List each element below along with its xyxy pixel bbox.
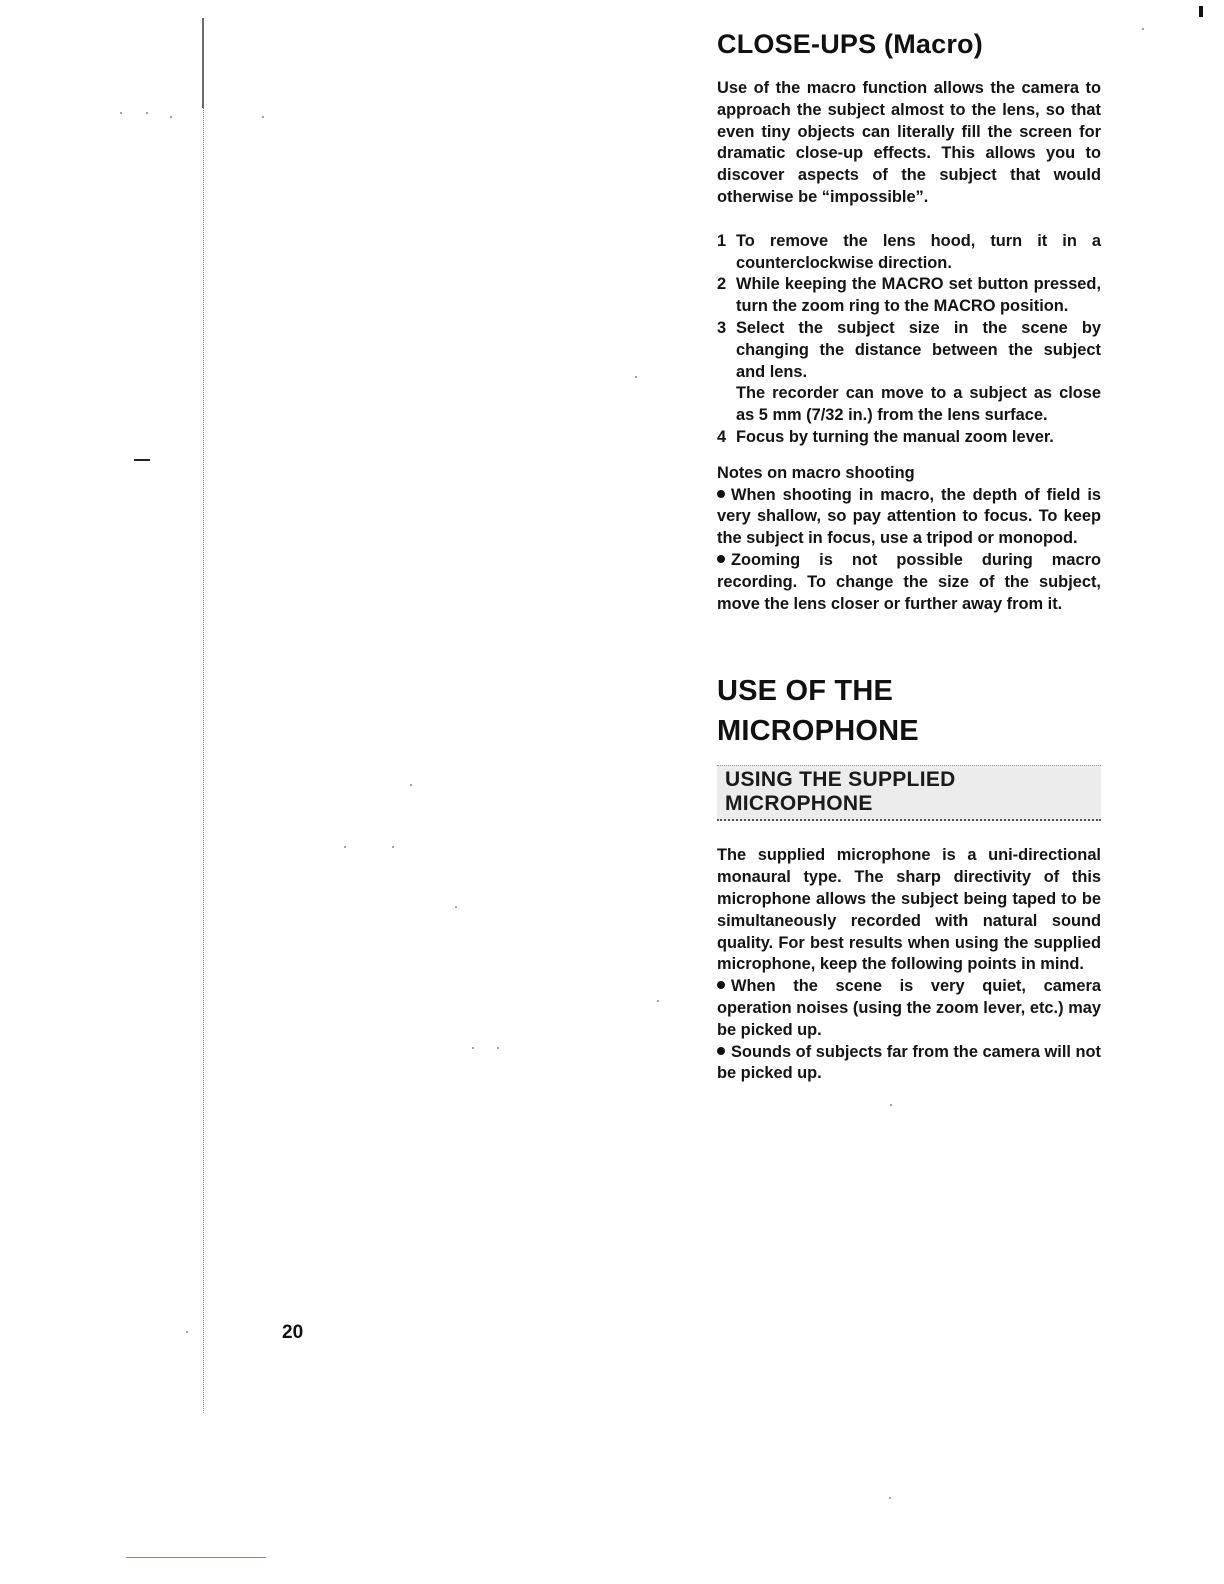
step-number: 3	[717, 318, 727, 337]
bullet-icon	[717, 555, 725, 563]
step-number: 1	[717, 231, 727, 250]
macro-step	[717, 427, 1101, 449]
microphone-intro: The supplied microphone is a uni-directional monaural type. The sharp directivity of this microphone allows the subject being taped to be simultaneously recorded with natural sound quality. For best results when using the supplied microphone, keep the following points in mind.	[717, 846, 1101, 974]
step-number: 4	[717, 427, 727, 446]
text-column	[717, 24, 1101, 1085]
scan-speck	[657, 1000, 659, 1002]
macro-notes-heading: Notes on macro shooting	[717, 463, 915, 482]
bullet-icon	[717, 490, 725, 498]
scan-speck	[410, 784, 412, 786]
step-number: 2	[717, 275, 727, 294]
scan-speck	[472, 1047, 474, 1049]
scan-speck	[146, 112, 148, 114]
step-text: Select the subject size in the scene by changing the distance between the subject and lens.	[736, 318, 1101, 381]
scan-speck	[635, 376, 637, 378]
microphone-point-text: Sounds of subjects far from the camera will not be picked up.	[717, 1042, 1101, 1083]
bottom-underline-mark	[126, 1557, 266, 1558]
step-text: Focus by turning the manual zoom lever.	[736, 427, 1054, 446]
scan-speck	[497, 1047, 499, 1049]
binding-margin-line	[203, 18, 204, 1413]
microphone-subheading: USING THE SUPPLIED MICROPHONE	[717, 765, 1101, 821]
binding-margin-mark	[202, 18, 204, 108]
step-text: To remove the lens hood, turn it in a counterclockwise direction.	[736, 231, 1101, 272]
scan-speck	[186, 1331, 188, 1333]
microphone-point	[717, 1042, 1101, 1086]
corner-scan-mark	[1199, 6, 1203, 17]
macro-note-text: Zooming is not possible during macro recording. To change the size of the subject, move the lens closer or further away from it.	[717, 550, 1101, 613]
macro-step	[717, 318, 1101, 383]
scan-speck	[1142, 28, 1144, 30]
scan-speck	[455, 906, 457, 908]
macro-step	[717, 231, 1101, 275]
step-text: While keeping the MACRO set button pressed, turn the zoom ring to the MACRO position.	[736, 275, 1101, 316]
macro-steps-list	[717, 231, 1101, 449]
closeups-title: CLOSE-UPS (Macro)	[717, 29, 983, 59]
microphone-point	[717, 976, 1101, 1041]
scan-speck	[120, 112, 122, 114]
scan-speck	[344, 846, 346, 848]
margin-dash-mark	[134, 459, 150, 461]
closeups-intro: Use of the macro function allows the camera to approach the subject almost to the lens, so that even tiny objects can literally fill the screen for dramatic close-up effects. This allows you to discover aspects of the subject that would otherwise be “impossible”.	[717, 79, 1101, 206]
scan-speck	[392, 846, 394, 848]
page-number: 20	[282, 1322, 304, 1343]
macro-note-text: When shooting in macro, the depth of field is very shallow, so pay attention to focus. To keep the subject in focus, use a tripod or monopod.	[717, 485, 1101, 548]
microphone-title: USE OF THE MICROPHONE	[717, 675, 919, 748]
macro-step	[717, 274, 1101, 318]
scan-speck	[890, 1104, 892, 1106]
bullet-icon	[717, 1047, 725, 1055]
bullet-icon	[717, 981, 725, 989]
microphone-point-text: When the scene is very quiet, camera operation noises (using the zoom lever, etc.) may be picked up.	[717, 977, 1101, 1039]
scan-speck	[889, 1497, 891, 1499]
scan-speck	[262, 116, 264, 118]
scan-speck	[170, 116, 172, 118]
step-note: The recorder can move to a subject as close as 5 mm (7/32 in.) from the lens surface.	[736, 384, 1101, 425]
macro-note-item	[717, 550, 1101, 615]
macro-note-item	[717, 485, 1101, 550]
